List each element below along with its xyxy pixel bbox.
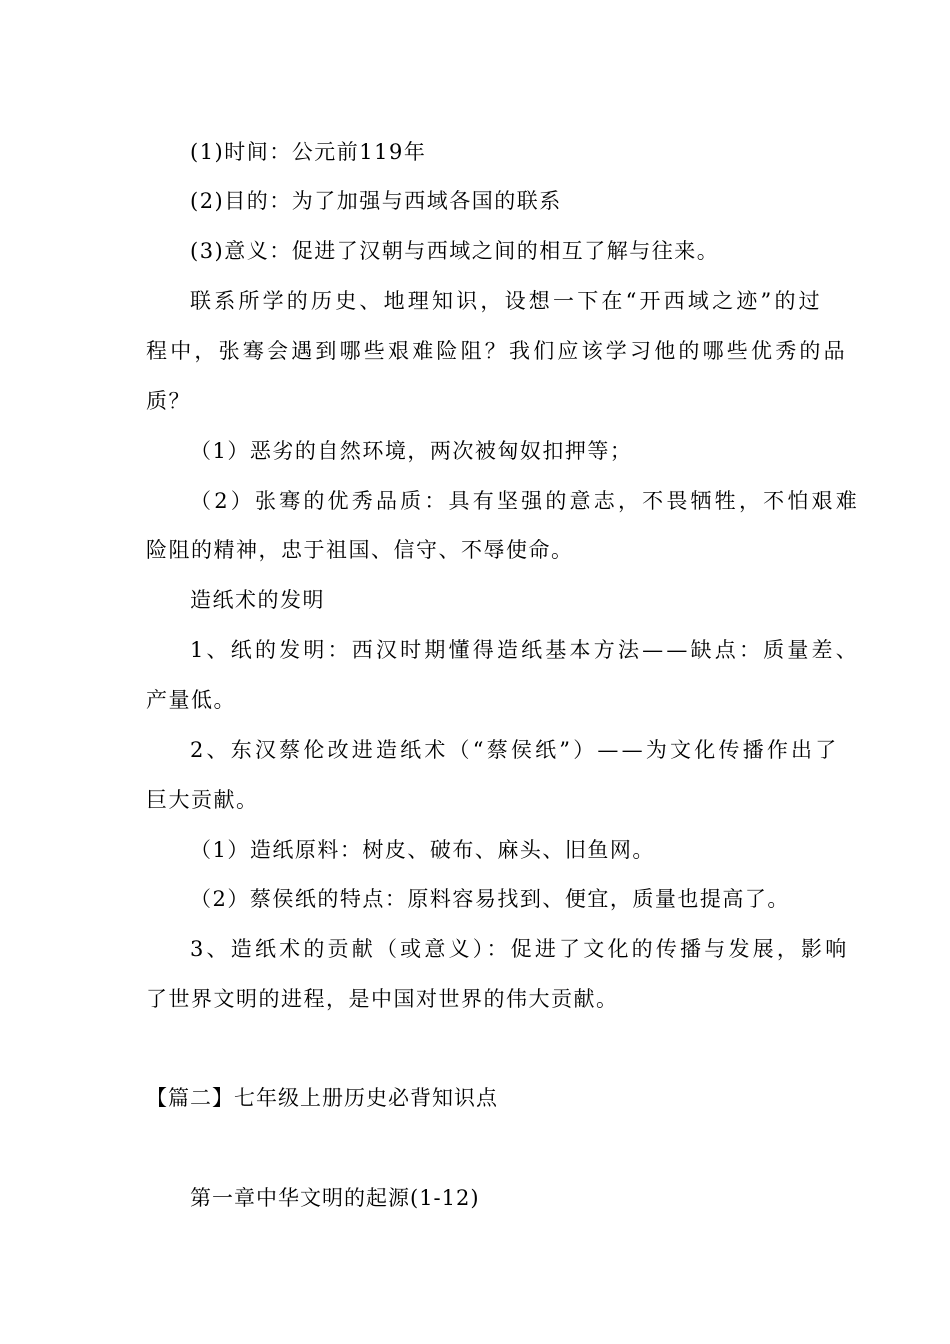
text-line: 产量低。 [146, 688, 236, 712]
text-line: 程中，张骞会遇到哪些艰难险阻？我们应该学习他的哪些优秀的品 [146, 339, 848, 363]
text-line: （2）蔡侯纸的特点：原料容易找到、便宜，质量也提高了。 [190, 887, 790, 911]
text-line: 巨大贡献。 [146, 788, 259, 812]
text-line: （2）张骞的优秀品质：具有坚强的意志，不畏牺牲，不怕艰难 [190, 489, 860, 513]
text-line: (3)意义：促进了汉朝与西域之间的相互了解与往来。 [190, 239, 720, 263]
text-line: 联系所学的历史、地理知识，设想一下在“开西域之迹”的过 [190, 289, 823, 313]
text-line: （1）造纸原料：树皮、破布、麻头、旧鱼网。 [190, 838, 655, 862]
text-line: 2、东汉蔡伦改进造纸术（“蔡侯纸”）——为文化传播作出了 [190, 738, 840, 762]
text-line: (1)时间：公元前119年 [190, 140, 427, 164]
text-line: 了世界文明的进程，是中国对世界的伟大贡献。 [146, 987, 619, 1011]
chapter-heading: 第一章中华文明的起源(1-12) [190, 1186, 480, 1210]
section-title: 造纸术的发明 [190, 588, 325, 612]
text-line: 3、造纸术的贡献（或意义）：促进了文化的传播与发展，影响 [190, 937, 850, 961]
section-heading: 【篇二】七年级上册历史必背知识点 [146, 1086, 498, 1110]
text-line: 质？ [146, 389, 191, 413]
text-line: （1）恶劣的自然环境，两次被匈奴扣押等； [190, 439, 633, 463]
text-line: 险阻的精神，忠于祖国、信守、不辱使命。 [146, 538, 574, 562]
text-line: 1、纸的发明：西汉时期懂得造纸基本方法——缺点：质量差、 [190, 638, 860, 662]
text-line: (2)目的：为了加强与西域各国的联系 [190, 189, 562, 213]
